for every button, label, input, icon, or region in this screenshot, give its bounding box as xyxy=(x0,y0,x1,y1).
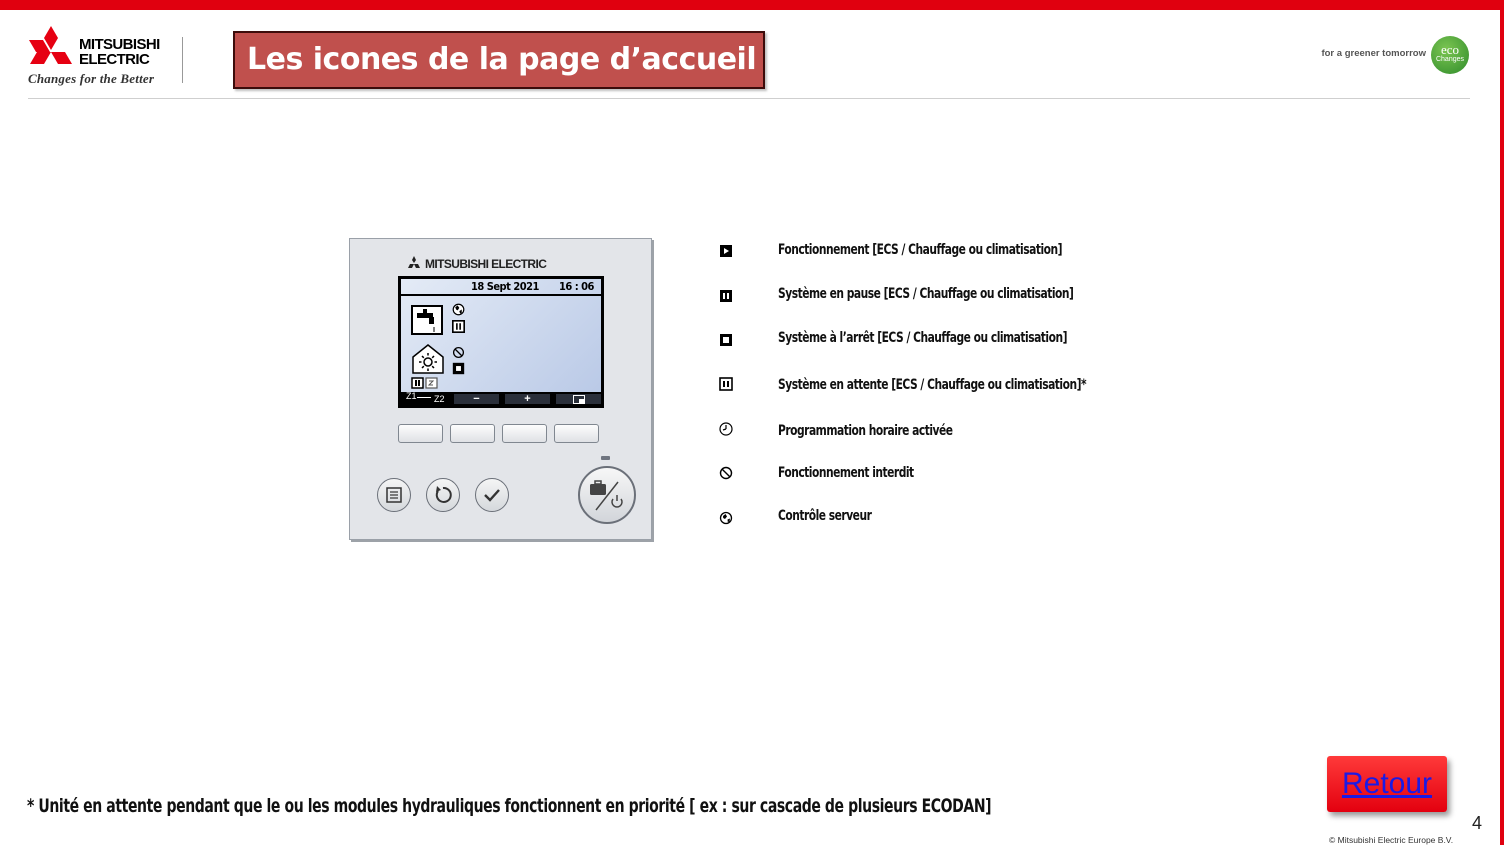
screen-divider xyxy=(401,294,601,296)
header-divider xyxy=(28,98,1470,99)
screen-time: 16 : 06 xyxy=(559,280,594,293)
footnote: * Unité en attente pendant que le ou les modules hydrauliques fonctionnent en priorité [ ex : sur cascade de plusieurs ECODAN] xyxy=(27,795,992,817)
function-key-1 xyxy=(398,424,443,443)
screen-prohibited-icon xyxy=(452,346,465,359)
legend-text-prohibited: Fonctionnement interdit xyxy=(778,465,914,481)
screen-stop-icon xyxy=(452,362,465,375)
screen-date: 18 Sept 2021 xyxy=(471,280,539,293)
logo-tagline: Changes for the Better xyxy=(28,71,155,86)
function-key-3 xyxy=(502,424,547,443)
screen-display xyxy=(401,279,601,405)
menu-list-icon xyxy=(378,479,410,511)
play-square-icon xyxy=(718,243,734,259)
device-brand: MITSUBISHI ELECTRIC xyxy=(425,257,547,271)
logo-separator xyxy=(182,37,183,83)
eco-logo-word: eco xyxy=(1440,42,1460,57)
page-number: 4 xyxy=(1472,813,1483,833)
stop-square-icon xyxy=(718,332,734,348)
legend-text-server-control: Contrôle serveur xyxy=(778,508,872,524)
screen-option-key xyxy=(556,394,601,404)
screen-option-icon xyxy=(573,395,585,404)
heating-house-icon xyxy=(411,343,445,375)
hot-water-tap-icon xyxy=(411,305,443,335)
legend-text-paused: Système en pause [ECS / Chauffage ou climatisation] xyxy=(778,286,1074,302)
legend-text-stopped: Système à l’arrêt [ECS / Chauffage ou climatisation] xyxy=(778,330,1067,346)
screen-globe-icon xyxy=(452,303,465,316)
logo-line-1: MITSUBISHI xyxy=(79,36,160,53)
legend-text-schedule: Programmation horaire activée xyxy=(778,423,953,439)
logo-line-2: ELECTRIC xyxy=(79,51,150,68)
standby-square-icon xyxy=(718,376,734,392)
device-brand-diamonds-icon xyxy=(407,255,421,269)
mitsubishi-logo xyxy=(27,26,187,88)
zone-switch-line xyxy=(417,397,431,398)
function-key-4 xyxy=(554,424,599,443)
retour-link[interactable]: Retour xyxy=(1341,767,1433,800)
zone-label-2: Z2 xyxy=(434,394,445,404)
back-button xyxy=(426,478,460,512)
clock-icon xyxy=(718,421,734,437)
back-arrow-icon xyxy=(427,479,459,511)
greener-tagline: for a greener tomorrow xyxy=(1321,48,1426,59)
prohibited-icon xyxy=(718,465,734,481)
eco-logo-subword: Changes xyxy=(1435,56,1465,63)
menu-button xyxy=(377,478,411,512)
screen-standby-icon xyxy=(452,320,465,333)
screen-minus-key: − xyxy=(454,394,499,404)
power-holiday-button xyxy=(578,466,636,524)
confirm-button xyxy=(475,478,509,512)
controller-illustration xyxy=(349,238,652,540)
pause-square-icon xyxy=(718,288,734,304)
function-key-2 xyxy=(450,424,495,443)
copyright: © Mitsubishi Electric Europe B.V. xyxy=(1329,835,1454,845)
screen-zone-status-icons xyxy=(411,377,439,389)
page-title: Les icones de la page d’accueil xyxy=(247,42,757,77)
three-diamonds-icon xyxy=(28,26,74,66)
legend-text-running: Fonctionnement [ECS / Chauffage ou climatisation] xyxy=(778,242,1063,258)
right-red-bar xyxy=(1500,0,1504,845)
power-led xyxy=(601,456,610,460)
retour-button[interactable] xyxy=(1327,756,1447,812)
check-icon xyxy=(476,479,508,511)
controller-screen xyxy=(398,276,604,408)
globe-icon xyxy=(718,510,734,526)
power-holiday-icon xyxy=(580,468,634,522)
title-box xyxy=(233,31,765,89)
eco-changes-logo xyxy=(1431,36,1469,74)
screen-plus-key: + xyxy=(505,394,550,404)
top-red-bar xyxy=(0,0,1504,10)
legend-text-standby: Système en attente [ECS / Chauffage ou climatisation]* xyxy=(778,377,1087,393)
screen-softkey-bar xyxy=(401,392,601,405)
zone-label-1: Z1 xyxy=(406,391,417,401)
